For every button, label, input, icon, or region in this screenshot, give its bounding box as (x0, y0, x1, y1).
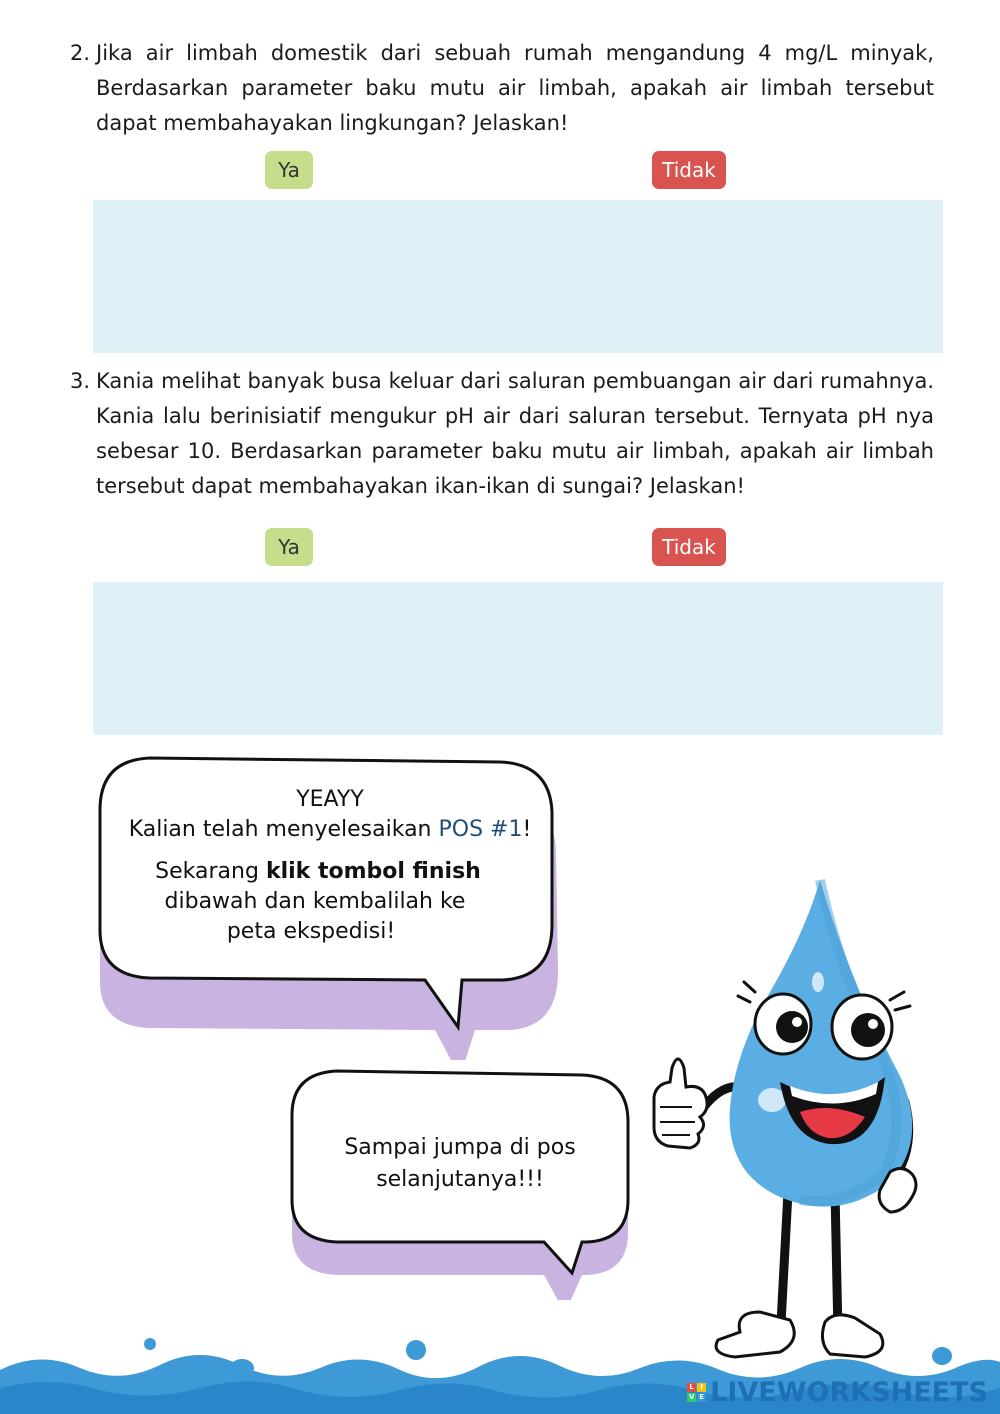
q3-ya-button[interactable]: Ya (265, 528, 313, 566)
bubble-1-line5: peta ekspedisi! (226, 919, 396, 944)
logo-letter-l: L (687, 1383, 696, 1392)
question-text: Kania melihat banyak busa keluar dari saluran pembuangan air dari rumahnya. Kania lalu berinisiatif mengukur pH air dari saluran tersebut. Ternyata pH nya sebesar 10. Berdasarkan parameter baku mutu air limbah, apakah air limbah tersebut dapat membahayakan ikan-ikan di sungai? Jelaskan! (96, 369, 934, 498)
question-number: 3. (70, 369, 91, 393)
q3-tidak-button[interactable]: Tidak (652, 528, 726, 566)
bubble-1-line3-bold: klik tombol finish (265, 859, 481, 884)
bubble-1-line2 (100, 815, 560, 845)
q2-tidak-button[interactable]: Tidak (652, 151, 726, 189)
liveworksheets-logo-icon (687, 1383, 706, 1402)
bubble-1-text (100, 785, 560, 947)
logo-letter-i: I (697, 1383, 706, 1392)
liveworksheets-brand (687, 1377, 988, 1408)
logo-letter-e: E (697, 1393, 706, 1402)
bubble-2-line1: Sampai jumpa di pos (344, 1135, 576, 1160)
q3-answer-field[interactable] (93, 582, 943, 735)
bubble-1-line3-pre: Sekarang (155, 859, 266, 884)
bubble-2-line2: selanjutanya!!! (376, 1167, 544, 1192)
bubble-1-line1: YEAYY (296, 787, 364, 812)
bubble-1-line2-pre: Kalian telah menyelesaikan (128, 817, 439, 842)
water-drop-mascot-icon (640, 872, 940, 1392)
question-text: Jika air limbah domestik dari sebuah rumah mengandung 4 mg/L minyak, Berdasarkan parameter baku mutu air limbah, apakah air limbah tersebut dapat membahayakan lingkungan? Jelaskan! (96, 41, 934, 135)
logo-letter-v: V (688, 1393, 695, 1401)
brand-name: LIVEWORKSHEETS (710, 1377, 988, 1408)
bubble-2-text (300, 1132, 620, 1196)
bubble-1-line3 (76, 857, 560, 887)
question-2 (70, 36, 934, 141)
pos-label: POS #1 (438, 817, 523, 842)
bubble-1-line4: dibawah dan kembalilah ke (164, 889, 466, 914)
q2-ya-button[interactable]: Ya (265, 151, 313, 189)
bubble-1-line2-post: ! (522, 817, 532, 842)
q2-answer-field[interactable] (93, 200, 943, 353)
question-number: 2. (70, 41, 91, 65)
question-3 (70, 364, 934, 504)
